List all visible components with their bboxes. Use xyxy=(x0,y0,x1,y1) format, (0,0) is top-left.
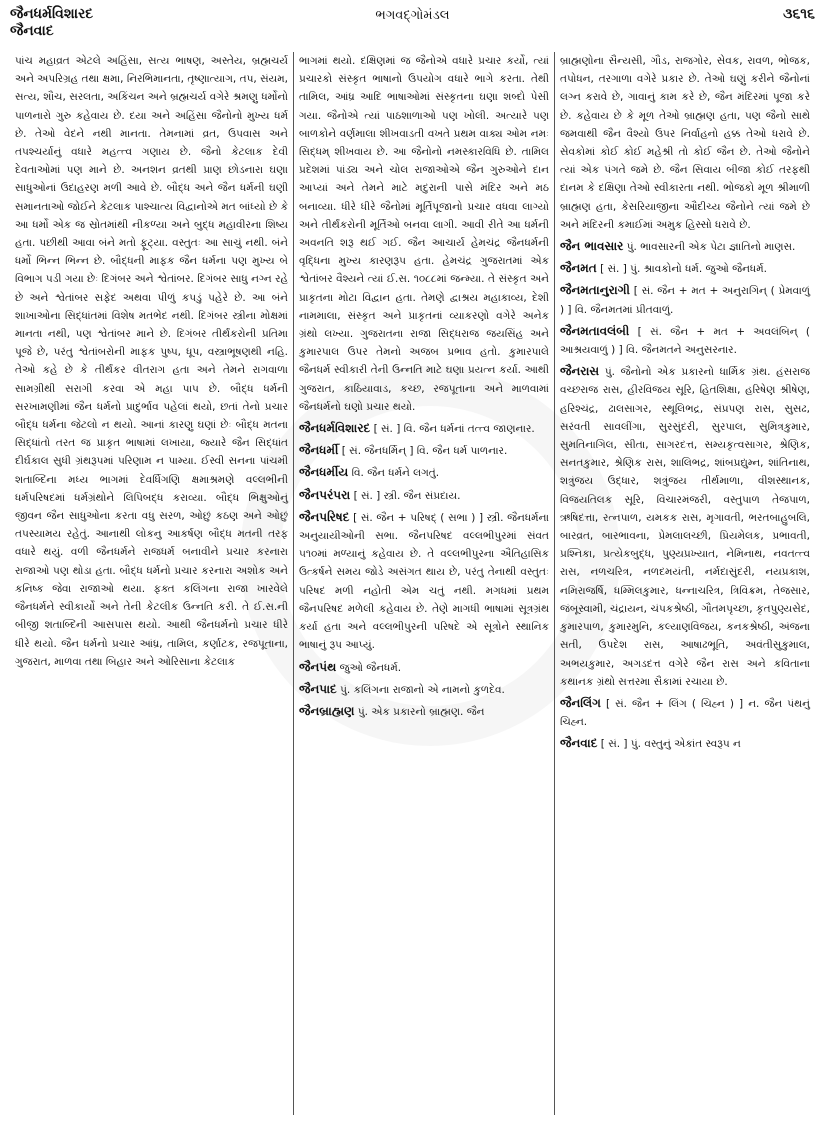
dictionary-entry xyxy=(560,734,810,753)
headword: જૈનધર્મી xyxy=(299,443,339,458)
grammar-note: [ સં. જૈન + મત + અનુરાગિન્ ( પ્રેમવાળું ) ] વિ. xyxy=(560,285,810,316)
headword: જૈનપરંપરા xyxy=(299,487,351,502)
dictionary-entry xyxy=(560,259,810,278)
column-2 xyxy=(293,52,554,1115)
grammar-note: [ સં. ] પું. xyxy=(600,263,641,276)
definition-text: પાંચ મહાવ્રત એટલે અહિંસા, સત્ય ભાષણ, અસ્તેય, બ્રહ્મચર્ય અને અપરિગ્રહ તથા ક્ષમા, નિરભિમાનતા, તૃષ્ણાત્યાગ, તપ, સંયમ, સત્ય, શૌચ, સરલતા, અકિંચન અને બ્રહ્મચર્ય વગેરે શ્રમણુ ધર્મોનો પાળનારો ગુરુ કહેવાય છે. દયા અને અહિંસા જૈનોનો મુખ્ય ધર્મ છે. તેઓ વેદને નથી માનતા. તેમનામાં વ્રત, ઉપવાસ અને તપશ્ચર્યાનું વધારે મહત્ત્વ ગણાય છે. જૈનો કેટલાક દેવી દેવતાઓમાં પણ માને છે. અનશન વ્રતથી પ્રાણ છોડનારા ઘણા સાધુઓનાં ઉદાહરણ મળી આવે છે. બૌદ્ધ અને જૈન ધર્મની ઘણી સમાનતાઓ જોઈને કેટલાક પાશ્ચાત્ય વિદ્વાનોએ મત બાંધ્યો છે કે આ ધર્મો એક જ સ્રોતમાંથી નીકળ્યા અને બુદ્ધ મહાવીરના શિષ્ય હતા. પછીથી આવા બંને મતો ફૂટ્યા. વસ્તુતઃ આ સાચું નથી. બંને ધર્મો ભિન્ન ભિન્ન છે. બૌદ્ધની માફક જૈન ધર્મના પણ મુખ્ય બે વિભાગ પડી ગયા છેઃ દિગંબર અને શ્વેતાંબર. દિગંબર સાધુ નગ્ન રહે છે અને શ્વેતાંબર સફેદ અથવા પીળું કપડું પહેરે છે. આ બંને શાખાઓના સિદ્ધાંતમાં વિશેષ મતભેદ નથી. દિગંબર સ્ત્રીના મોક્ષમાં માનતા નથી, પણ શ્વેતાંબર માને છે. દિગંબર તીર્થંકરોની પ્રતિમા પૂજે છે, પરંતુ શ્વેતાંબરોની માફક પુષ્પ, ધૂપ, વસ્ત્રાભૂષણથી નહિ. તેઓ કહે છે કે તીર્થંકર વીતરાગ હતા અને તેમને રાગવાળા સામગ્રીથી સરાગી કરવા એ મહા પાપ છે. બૌદ્ધ ધર્મની સરખામણીમાં જૈન ધર્મનો પ્રાદુર્ભાવ પહેલાં થયો, છતાં તેનો પ્રચાર બૌદ્ધ ધર્મના જેટલો ન થયો. આનાં કારણુ ઘણાં છેઃ બૌદ્ધ મતના સિદ્ધાંતો તરત જ પ્રાકૃત ભાષામાં લખાયા, જ્યારે જૈન સિદ્ધાંત દીર્ઘકાલ સુધી ગ્રંથરૂપમાં પરિણામ ન પામ્યા. ઈસ્વી સનના પાંચમી શતાબ્દિના મધ્ય ભાગમાં દેવર્ધિગણિ ક્ષમાશ્રમણે વલ્લભીની ધર્મપરિષદમાં ધર્મગ્રંથોને લિપિબદ્ધ કરાવ્યા. બૌદ્ધ ભિક્ષુઓનું જીવન જૈન સાધુઓના કરતા વધુ સરળ, ઓછું કઠણ અને ઓછું તપસ્યામય રહેતું. આનાથી લોકનુ આકર્ષણ બૌદ્ધ મતની તરફ વધારે થયું. વળી જૈનધર્મને રાજધર્મ બનાવીને પ્રચાર કરનારા રાજાઓ પણ થોડા હતા. બૌદ્ધ ધર્મનો પ્રચાર કરનારા અશોક અને કનિષ્ક જેવા રાજાઓ થયા. ફક્ત કલિંગના રાજા ખારવેલે જૈનધર્મને સ્વીકાર્યો અને તેની કેટલીક ઉન્નતિ કરી. તે ઈ.સ.ની બીજી શતાબ્દિની આસપાસ થયો. આથી જૈનધર્મનો પ્રચાર ધીરે ધીરે થયો. જૈન ધર્મનો પ્રચાર આંધ્ર, તામિલ, કર્ણાટક, રજપૂતાના, ગુજરાત, માળવા તથા બિહાર અને ઓરિસાના કેટલાક xyxy=(15,55,288,668)
grammar-note: પું. xyxy=(626,241,637,254)
definition-text: કલિંગના રાજાનો એ નામનો કુળદેવ. xyxy=(353,683,505,696)
dictionary-entry xyxy=(299,658,549,677)
definition-text: જુઓ જૈનધર્મ. xyxy=(339,661,402,674)
definition-text: બ્રાહ્મણોના સૈન્યસી, ગૌડ, રાજગોર, સેવક, રાવળ, ભોજક, તપોધન, તરગાળા વગેરે પ્રકાર છે. તેઓ ઘણું કરીને જૈનોનાં લગ્ન કરાવે છે, ગાવાનું કામ કરે છે, જૈન મંદિરમાં પૂજા કરે છે. કહેવાય છે કે મૂળ તેઓ બ્રાહ્મણ હતા, પણ જૈનો સાથે જમવાથી જૈન વૈશ્યો ઉપર નિર્વાહનો હક્ક તેઓ ધરાવે છે. સેવકોમાં કોઈ કોઈ મહેશ્રી તો કોઈ જૈન છે. તેઓ જૈનોને ત્યાં એક પંગતે જમે છે. જૈન સિવાય બીજા કોઈ તરફથી દાનમ કે દક્ષિણા તેઓ સ્વીકારતા નથી. ભોજકો મૂળ શ્રીમાળી બ્રાહ્મણ હતા, કેસરિયાજીના ઔદીચ્ય જૈનોને ત્યાં જમે છે અને મંદિરની કમાઈમાં અમુક હિસ્સો ધરાવે છે. xyxy=(560,55,810,231)
dictionary-entry xyxy=(560,237,810,256)
headword: જૈનવાદ xyxy=(560,736,598,751)
definition-text: જૈન પંથનું ચિહ્ન. xyxy=(560,697,810,729)
guide-word-first: જૈનધર્મવિશારદ xyxy=(10,6,94,22)
dictionary-entry xyxy=(299,463,549,482)
definition-text: જૈનોનો એક પ્રકારનો ધાર્મિક ગ્રંથ. હંસરાજ વચ્છરાજ રાસ, હીરવિજય સૂરિ, હિતશિક્ષા, હરિષેણ શ્રીષેણ, હરિશ્ચંદ્ર, ઢાલસાગર, સ્થૂલિભદ્ર, સંપ્રપણ રાસ, સુસઢ, સરંવતી સાવલીંગા, સુરસુંદરી, સુરપાલ, સુમિત્રકુમાર, સુમતિનાગિલ, સીતા, સાગરદત્ત, સમ્યકૃત્વસાગર, શ્રેણિક, સનતકુમાર, શ્રેણિક રાસ, શાલિભદ્ર, શાંબપ્રદ્યુમ્ન, શાંતિનાથ, શત્રુંજય ઉદ્ધાર, શત્રુંજય તીર્થમાળા, વીશસ્થાનક, વિજયતિલક સૂરિ, વિચારમંજરી, વસ્તુપાળ તેજપાળ, ઋષિદત્તા, રત્નપાળ, યમકક રાસ, મૃગાવતી, ભરતબાહુબલિ, બારવ્રત, બારભાવના, પ્રેમલાલચ્છી, પ્રિયમેલક, પ્રભાવતી, પ્રશ્નિકા, પ્રત્યેકબુદ્ધ, પુણ્યપ્રખ્યાત, નેમિનાથ, નવતત્ત્વ રાસ, નળચરિત્ર, નળદમયંતી, નર્મદાસુંદરી, નયપ્રકાશ, નમિરાજર્ષિ, ધમ્મિલકુમાર, ધન્નાચરિત્ર, ત્રિવિક્રમ, તેજસાર, જંબૂસ્વામી, ચંદ્રાયન, ચંપકશ્રેષ્ઠી, ગૌતમપૃચ્છા, કૃતપુણ્યસેદ, કુમારપાળ, કુમારમુનિ, કલ્યાણવિજય, કનકશ્રેષ્ઠી, અંજના સતી, ઉપદેશ રાસ, આષાઢભૂતિ, અવંતીસુકુમાલ, અભયકુમાર, અગડદત્ત વગેરે જૈન રાસ અને કવિતાના કથાનક ગ્રંથો સત્તરમા સૈકામાં રચાયા છે. xyxy=(560,366,811,688)
definition-text: જૈન સંપ્રદાય. xyxy=(403,489,461,502)
definition-text: જૈન ધર્મને લગતું. xyxy=(367,467,440,480)
guide-word-last: જૈનવાદ xyxy=(10,23,54,39)
dictionary-entry xyxy=(299,702,549,721)
headword: જૈન ભાવસાર xyxy=(560,239,624,254)
grammar-note: [ સં. જૈનધર્મિન્ ] વિ. xyxy=(341,445,430,458)
definition-text: જૈન ધર્મનાં તત્ત્વ જાણનાર. xyxy=(419,423,535,436)
headword: જૈનધર્મીય xyxy=(299,465,349,480)
grammar-note: [ સં. જૈન + મત + અવલંબિન્ ( આશ્રયવાળું ) ] વિ. xyxy=(560,325,811,357)
definition-text: ભાવસારની એક પેટા જ્ઞાતિનો માણસ. xyxy=(640,241,796,254)
headword: જૈનપરિષદ xyxy=(299,509,350,524)
column-1 xyxy=(10,52,293,1115)
definition-text: જૈનમતને અનુસરનાર. xyxy=(641,344,737,357)
dictionary-entry xyxy=(560,52,810,234)
dictionary-entry xyxy=(560,322,810,359)
definition-text: એક પ્રકારનો બ્રાહ્મણ. જૈન xyxy=(371,705,485,718)
grammar-note: [ સં. જૈન + પરિષદ્ ( સભા ) ] સ્ત્રી. xyxy=(353,511,504,524)
headword: જૈનમતાવલંબી xyxy=(560,323,630,338)
headword: જૈનલિંગ xyxy=(560,695,601,710)
grammar-note: પું. xyxy=(340,683,351,696)
definition-text: ભાગમાં થયો. દક્ષિણમાં જ જૈનોએ વધારે પ્રચાર કર્યો, ત્યાં પ્રચારકો સંસ્કૃત ભાષાનો ઉપયોગ વધારે ભાગે કરતા. તેથી તામિલ, આંધ્ર આદિ ભાષાઓમાં સંસ્કૃતના ઘણા શબ્દો પેસી ગયા. જૈનોએ ત્યાં પાઠશાળાઓ પણ ખોલી. અત્યારે પણ બાળકોને વર્ણમાલા શીખવાડતી વખતે પ્રથમ વાક્ય ઓમ નમઃ સિદ્ધમ્ શીખવાય છે. આ જૈનોનો નમસ્કારવિધિ છે. તામિલ પ્રદેશમાં પાંડ્ય અને ચોલ રાજાઓએ જૈન ગુરુઓને દાન આપ્યાં અને તેમને માટે મદુરાની પાસે મંદિર અને મઠ બનાવ્યા. ધીરે ધીરે જૈનોમાં મૂર્તિપૂજાનો પ્રચાર વધવા લાગ્યો અને તીર્થંકરોની મૂર્તિઓ બનવા લાગી. આવી રીતે આ ધર્મની અવનતિ શરૂ થઈ ગઈ. જૈન આચાર્ય હેમચંદ્ર જૈનધર્મની વૃદ્ધિના મુખ્ય કારણરૂપ હતા. હેમચંદ્ર ગુજરાતમાં એક શ્વેતાંબર વૈશ્યને ત્યાં ઈ.સ. ૧૦૮૮માં જન્મ્યા. તે સંસ્કૃત અને પ્રાકૃતના મોટા વિદ્વાન હતા. તેમણે દ્વાશ્રય મહાકાવ્ય, દેશી નામમાલા, સંસ્કૃત અને પ્રાકૃતનાં વ્યાકરણો વગેરે અનેક ગ્રંથો લખ્યા. ગુજરાતના રાજા સિદ્ધરાજ જયસિંહ અને કુમારપાલ ઉપર તેમનો અજબ પ્રભાવ હતો. કુમારપાલે જૈનધર્મ સ્વીકારી તેની ઉન્નતિ માટે ઘણા પ્રયત્ન કર્યા. આથી ગુજરાત, કાઠિયાવાડ, કચ્છ, રજપૂતાના અને માળવામાં જૈનધર્મનો ઘણો પ્રચાર થયો. xyxy=(299,55,549,413)
dictionary-title: ભગવદ્ગોમંડલ xyxy=(375,8,450,23)
headword: જૈનમતાનુરાગી xyxy=(560,283,630,298)
dictionary-entry xyxy=(299,486,549,505)
page-number: ૩૬૧૬ xyxy=(783,6,815,22)
headword: જૈનપંથ xyxy=(299,659,337,674)
headword: જૈનધર્મવિશારદ xyxy=(299,421,371,436)
dictionary-entry xyxy=(560,362,810,691)
definition-text: વસ્તુનું એકાંત સ્વરૂપ ન xyxy=(644,738,741,751)
grammar-note: [ સં. જૈન + લિંગ ( ચિહ્ન ) ] ન. xyxy=(605,697,760,710)
grammar-note: [ સં. ] વિ. xyxy=(373,423,416,436)
dictionary-entry xyxy=(560,694,810,731)
column-3 xyxy=(554,52,815,1115)
dictionary-entry xyxy=(299,508,549,655)
grammar-note: પું. xyxy=(604,366,615,379)
headword: જૈનરાસ xyxy=(560,364,600,379)
grammar-note: [ સં. ] સ્ત્રી. xyxy=(353,489,401,502)
headword: જૈનબ્રાહ્મણ xyxy=(299,703,355,718)
definition-text: શ્રાવકોનો ધર્મ. જુઓ જૈનધર્મ. xyxy=(643,263,767,276)
dictionary-page xyxy=(10,6,815,1115)
dictionary-entry xyxy=(299,680,549,699)
dictionary-entry xyxy=(299,419,549,438)
text-columns xyxy=(10,52,815,1115)
dictionary-entry xyxy=(299,441,549,460)
grammar-note: [ સં. ] પું. xyxy=(600,738,641,751)
headword: જૈનપાદ xyxy=(299,681,337,696)
dictionary-entry xyxy=(299,52,549,416)
definition-text: જૈનધર્મના અનુયાયીઓની સભા. જૈનપરિષદ વલ્લભીપુરમાં સંવત ૫૧૦માં મળ્યાનું કહેવાય છે. તે વલ્લભીપુરના ઐતિહાસિક ઉત્કર્ષને સમય જોડે અસંગત થાય છે, પરંતુ તેનાથી વસ્તુતઃ પરિષદ મળી નહોતી એમ ચતું નથી. મગધમાં પ્રથમ જૈનપરિષદ મળેલી કહેવાય છે. તેણે માગધી ભાષામાં સૂત્રગ્રંથ કર્યા હતા અને વલ્લભીપુરની પરિષદે એ સૂત્રોને સ્થાનિક ભાષાનું રૂપ આપ્યું. xyxy=(299,511,549,652)
dictionary-entry xyxy=(560,281,810,318)
definition-text: જૈનમતમાં પ્રીતવાળું. xyxy=(590,303,674,316)
definition-text: જૈન ધર્મ પાળનાર. xyxy=(432,445,508,458)
dictionary-entry xyxy=(15,52,288,671)
grammar-note: પું. xyxy=(357,705,369,718)
page-header xyxy=(10,6,815,50)
grammar-note: વિ. xyxy=(351,467,364,480)
headword: જૈનમત xyxy=(560,261,597,276)
